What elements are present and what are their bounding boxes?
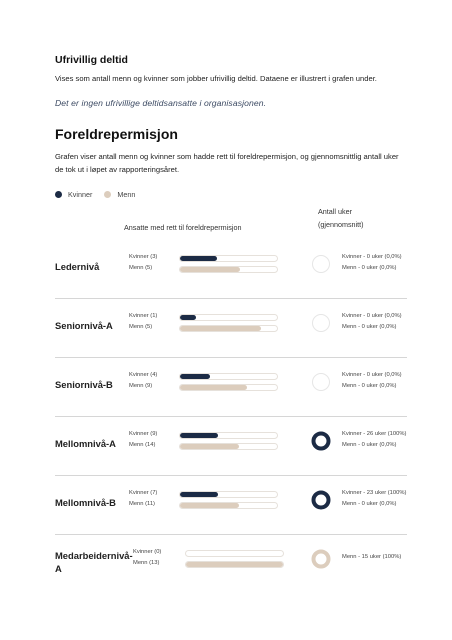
men-weeks-stat: Menn - 0 uker (0,0%) [342,442,397,448]
level-label: Ledernivå [55,261,100,272]
level-label: Medarbeidernivå-A [55,550,133,574]
legend-women-label: Kvinner [68,190,93,199]
men-bar [180,444,239,449]
table-row [55,535,407,593]
table-row [55,358,407,417]
women-count: Kvinner (0) [133,549,162,555]
weeks-ring-icon [311,431,331,451]
men-count: Menn (5) [129,265,153,271]
table-row [55,240,407,299]
chart-legend [55,190,147,199]
women-count: Kvinner (9) [129,431,158,437]
legend-men-swatch [104,191,111,198]
men-bar [180,385,247,390]
women-count: Kvinner (3) [129,254,158,260]
men-weeks-stat: Menn - 15 uker (100%) [342,554,402,560]
women-bar-track [179,314,278,321]
legend-men-label: Menn [117,190,136,199]
weeks-ring-icon [311,549,331,569]
men-count: Menn (14) [129,442,156,448]
women-bar-track [179,432,278,439]
weeks-ring-icon [311,254,331,274]
men-bar-track [179,443,278,450]
table-row [55,299,407,358]
table-row [55,476,407,535]
men-bar [180,326,261,331]
section-title-ufrivillig-deltid: Ufrivillig deltid [55,54,128,66]
men-bar-track [185,561,284,568]
column-header-weeks [318,205,364,231]
women-bar-track [179,491,278,498]
foreldrepermisjon-table [55,240,407,593]
column-header-weeks-line2: (gjennomsnitt) [318,220,364,229]
column-header-entitled: Ansatte med rett til foreldrepermisjon [124,223,242,232]
men-bar [180,267,240,272]
men-weeks-stat: Menn - 0 uker (0,0%) [342,265,397,271]
section-title-foreldrepermisjon: Foreldrepermisjon [55,126,178,142]
men-weeks-stat: Menn - 0 uker (0,0%) [342,324,397,330]
weeks-ring-icon [311,372,331,392]
men-count: Menn (11) [129,501,155,507]
legend-women-swatch [55,191,62,198]
men-bar-track [179,384,278,391]
level-label: Seniornivå-B [55,379,113,390]
ufrivillig-note: Det er ingen ufrivillige deltidsansatte i organisasjonen. [55,98,267,108]
women-bar [180,256,217,261]
level-label: Mellomnivå-A [55,438,116,449]
women-bar [180,433,218,438]
men-bar-track [179,325,278,332]
women-bar-track [179,255,278,262]
ufrivillig-description: Vises som antall menn og kvinner som jobber ufrivillig deltid. Dataene er illustrert i grafen under. [55,74,377,83]
women-weeks-stat: Kvinner - 0 uker (0,0%) [342,254,402,260]
men-bar-track [179,502,278,509]
women-count: Kvinner (4) [129,372,158,378]
women-bar-track [179,373,278,380]
women-bar-track [185,550,284,557]
level-label: Mellomnivå-B [55,497,116,508]
weeks-ring-icon [311,313,331,333]
women-count: Kvinner (7) [129,490,158,496]
weeks-ring-icon [311,490,331,510]
table-row [55,417,407,476]
women-weeks-stat: Kvinner - 23 uker (100%) [342,490,407,496]
men-count: Menn (13) [133,560,160,566]
women-count: Kvinner (1) [129,313,158,319]
men-count: Menn (5) [129,324,153,330]
women-weeks-stat: Kvinner - 26 uker (100%) [342,431,407,437]
foreldrepermisjon-description: Grafen viser antall menn og kvinner som hadde rett til foreldrepermisjon, og gjennomsnittlig antall uker de tok ut i løpet av rapporteringsåret. [55,152,399,174]
men-bar-track [179,266,278,273]
men-bar [186,562,283,567]
women-bar [180,315,196,320]
men-bar [180,503,239,508]
women-bar [180,492,218,497]
men-count: Menn (9) [129,383,153,389]
level-label: Seniornivå-A [55,320,113,331]
women-bar [180,374,210,379]
women-weeks-stat: Kvinner - 0 uker (0,0%) [342,372,402,378]
column-header-weeks-line1: Antall uker [318,207,352,216]
women-weeks-stat: Kvinner - 0 uker (0,0%) [342,313,402,319]
men-weeks-stat: Menn - 0 uker (0,0%) [342,501,397,507]
men-weeks-stat: Menn - 0 uker (0,0%) [342,383,397,389]
